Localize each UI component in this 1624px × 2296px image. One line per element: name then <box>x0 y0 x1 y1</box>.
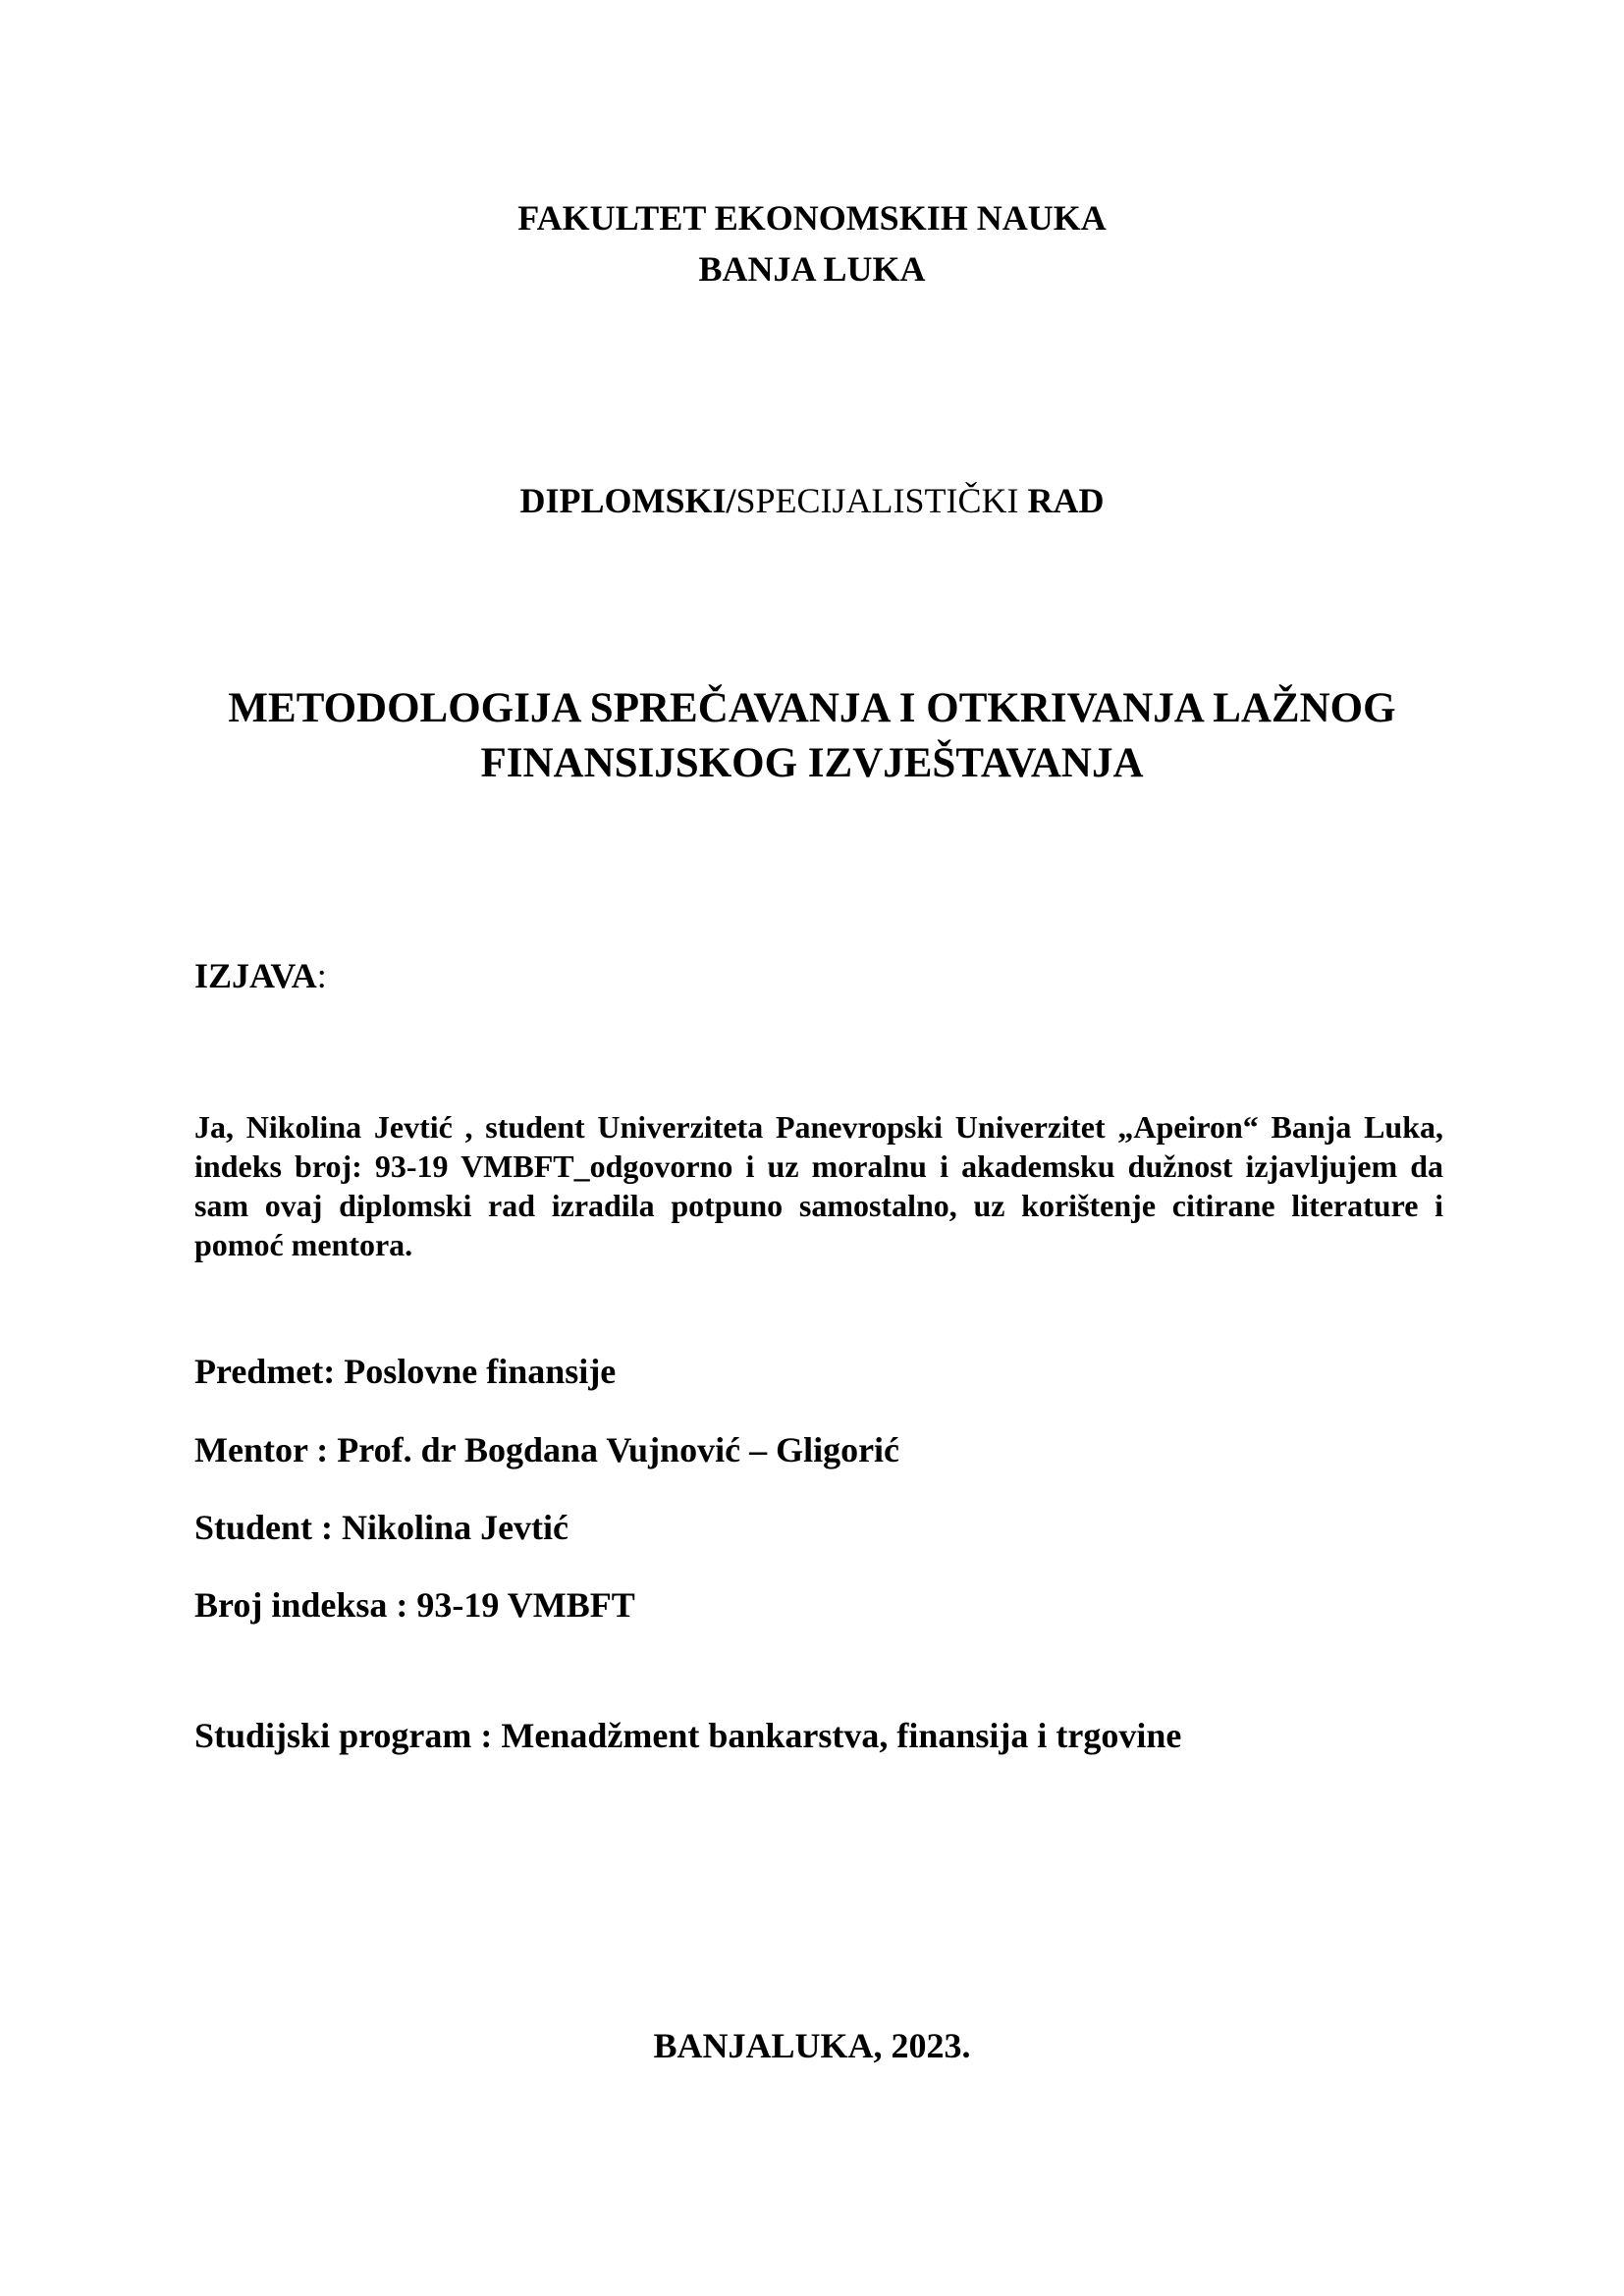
subject-label: Predmet: <box>194 1352 345 1391</box>
thesis-type-specialist: SPECIJALISTIČKI <box>735 481 1019 520</box>
index-value: 93-19 VMBFT <box>416 1585 635 1625</box>
student-line <box>194 1504 568 1551</box>
thesis-title <box>0 681 1624 791</box>
statement-heading-text: IZJAVA <box>194 956 317 995</box>
student-value: Nikolina Jevtić <box>342 1508 569 1547</box>
thesis-title-line2: FINANSIJSKOG IZVJEŠTAVANJA <box>480 740 1144 786</box>
index-label: Broj indeksa : <box>194 1585 417 1625</box>
faculty-heading <box>0 192 1624 294</box>
faculty-city: BANJA LUKA <box>698 249 926 289</box>
mentor-label: Mentor : <box>194 1430 338 1469</box>
mentor-value: Prof. dr Bogdana Vujnović – Gligorić <box>337 1430 900 1469</box>
statement-text: Ja, Nikolina Jevtić , student Univerziteta Panevropski Univerzitet „Apeiron“ Banja Luka, indeks broj: 93-19 VMBFT_odgovorno i uz moralnu i akademsku dužnost izjavljujem da sam ovaj diplomski rad izradila potpuno samostalno, uz korištenje citirane literature i pomoć mentora. <box>194 1109 1443 1262</box>
thesis-type-diploma: DIPLOMSKI/ <box>519 481 736 520</box>
subject-line <box>194 1348 616 1395</box>
subject-value: Poslovne finansije <box>344 1352 617 1391</box>
program-line <box>194 1712 1181 1759</box>
statement-heading <box>194 952 327 999</box>
thesis-type <box>0 475 1624 526</box>
faculty-name: FAKULTET EKONOMSKIH NAUKA <box>517 198 1107 238</box>
mentor-line <box>194 1426 899 1473</box>
statement-heading-colon: : <box>316 956 327 995</box>
program-value: Menadžment bankarstva, finansija i trgovine <box>501 1716 1182 1755</box>
student-label: Student : <box>194 1508 343 1547</box>
place-date: BANJALUKA, 2023. <box>653 2026 971 2065</box>
thesis-title-line1: METODOLOGIJA SPREČAVANJA I OTKRIVANJA LAŽNOG <box>228 685 1396 731</box>
index-line <box>194 1581 635 1629</box>
thesis-type-rad: RAD <box>1018 481 1105 520</box>
program-label: Studijski program : <box>194 1716 502 1755</box>
